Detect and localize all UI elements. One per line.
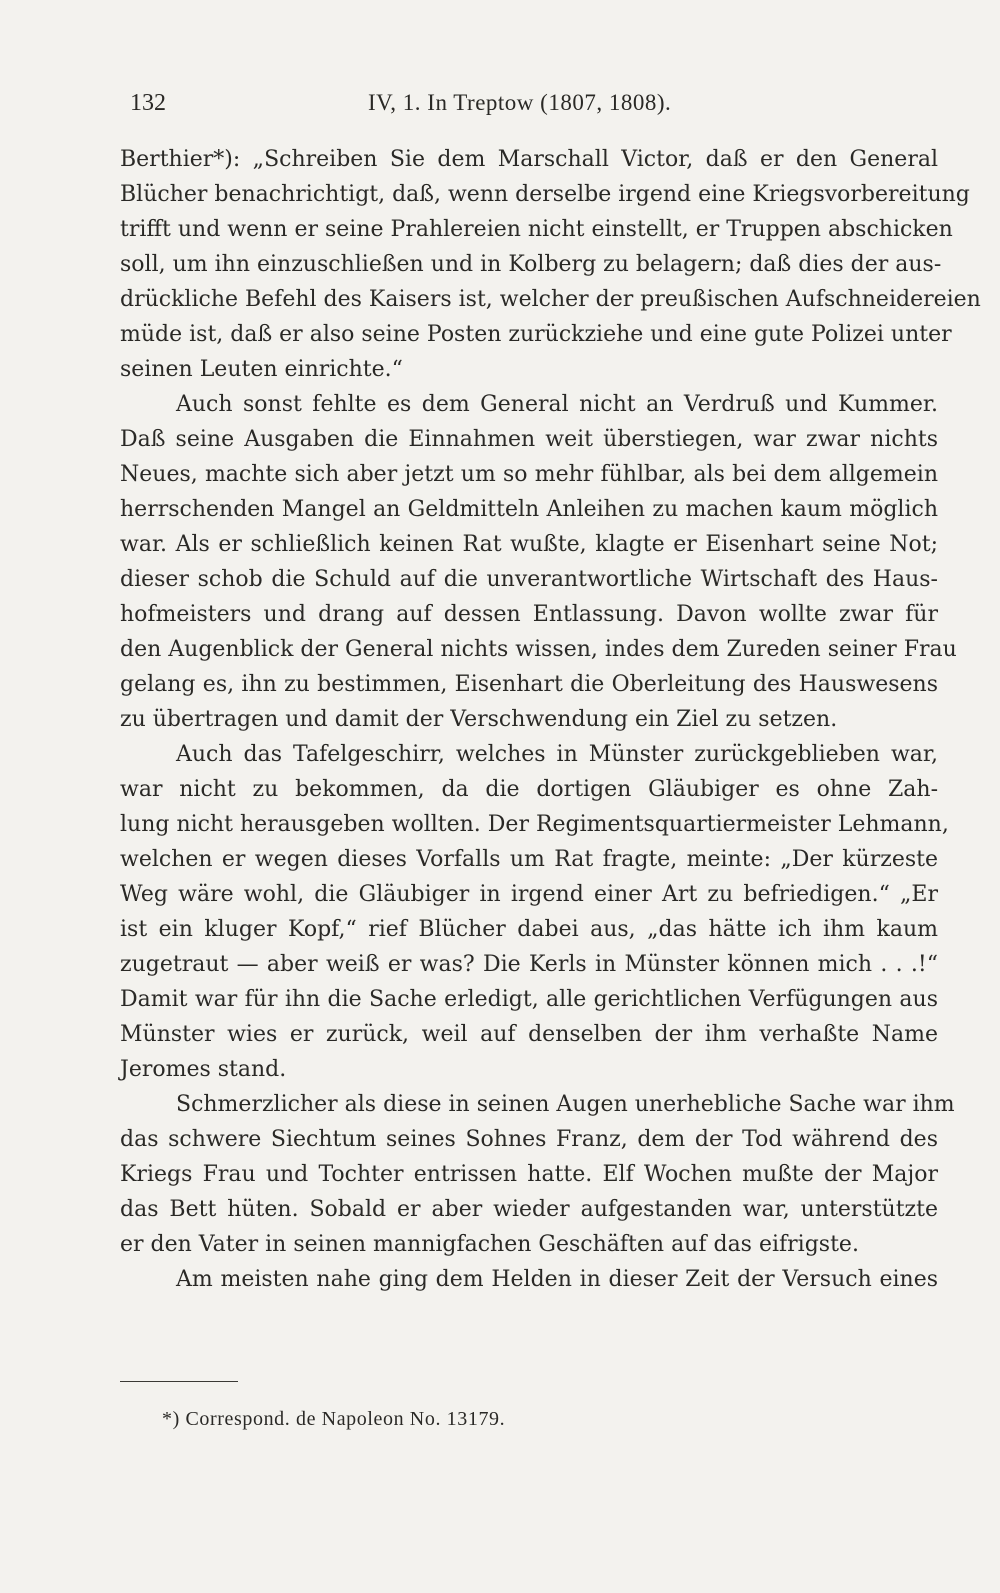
text-line: Münster wies er zurück, weil auf denselben der ihm verhaßte Name	[120, 1022, 938, 1047]
paragraph	[120, 737, 949, 1087]
text-line: Auch sonst fehlte es dem General nicht an Verdruß und Kummer.	[176, 392, 938, 417]
text-line: zu übertragen und damit der Verschwendung ein Ziel zu setzen.	[120, 707, 838, 732]
text-line: lung nicht herausgeben wollten. Der Regimentsquartiermeister Lehmann,	[120, 812, 949, 837]
text-line: Weg wäre wohl, die Gläubiger in irgend einer Art zu befriedigen.“ „Er	[120, 882, 938, 907]
paragraph	[120, 387, 957, 737]
text-line: Damit war für ihn die Sache erledigt, alle gerichtlichen Verfügungen aus	[120, 987, 938, 1012]
text-line: seinen Leuten einrichte.“	[120, 357, 403, 382]
text-line: Auch das Tafelgeschirr, welches in Münster zurückgeblieben war,	[176, 742, 938, 767]
footnote-rule	[120, 1381, 238, 1382]
text-line: müde ist, daß er also seine Posten zurückziehe und eine gute Polizei unter	[120, 322, 952, 347]
paragraph	[120, 142, 981, 387]
text-line: Am meisten nahe ging dem Helden in dieser Zeit der Versuch eines	[176, 1267, 938, 1292]
paragraph	[120, 1087, 955, 1262]
page-number: 132	[130, 90, 166, 116]
text-line: Neues, machte sich aber jetzt um so mehr fühlbar, als bei dem allgemein	[120, 462, 938, 487]
text-line: war nicht zu bekommen, da die dortigen Gläubiger es ohne Zah-	[120, 777, 938, 802]
text-line: hofmeisters und drang auf dessen Entlassung. Davon wollte zwar für	[120, 602, 938, 627]
text-line: Schmerzlicher als diese in seinen Augen unerhebliche Sache war ihm	[176, 1092, 955, 1117]
text-line: das schwere Siechtum seines Sohnes Franz, dem der Tod während des	[120, 1127, 938, 1152]
text-line: welchen er wegen dieses Vorfalls um Rat fragte, meinte: „Der kürzeste	[120, 847, 938, 872]
text-line: Jeromes stand.	[120, 1057, 287, 1082]
text-line: gelang es, ihn zu bestimmen, Eisenhart die Oberleitung des Hauswesens	[120, 672, 938, 697]
text-line: trifft und wenn er seine Prahlereien nicht einstellt, er Truppen abschicken	[120, 217, 953, 242]
text-line: Daß seine Ausgaben die Einnahmen weit überstiegen, war zwar nichts	[120, 427, 938, 452]
text-line: Kriegs Frau und Tochter entrissen hatte. Elf Wochen mußte der Major	[120, 1162, 938, 1187]
text-line: ist ein kluger Kopf,“ rief Blücher dabei aus, „das hätte ich ihm kaum	[120, 917, 938, 942]
paragraph	[120, 1262, 938, 1297]
body-text	[120, 142, 981, 1297]
page-header	[128, 88, 948, 124]
text-line: war. Als er schließlich keinen Rat wußte, klagte er Eisenhart seine Not;	[120, 532, 938, 557]
text-line: drückliche Befehl des Kaisers ist, welcher der preußischen Aufschneidereien	[120, 287, 981, 312]
text-line: dieser schob die Schuld auf die unverantwortliche Wirtschaft des Haus-	[120, 567, 938, 592]
text-line: Berthier*): „Schreiben Sie dem Marschall Victor, daß er den General	[120, 147, 938, 172]
text-line: herrschenden Mangel an Geldmitteln Anleihen zu machen kaum möglich	[120, 497, 938, 522]
footnote: *) Correspond. de Napoleon No. 13179.	[162, 1408, 506, 1430]
text-line: den Augenblick der General nichts wissen, indes dem Zureden seiner Frau	[120, 637, 957, 662]
text-line: das Bett hüten. Sobald er aber wieder aufgestanden war, unterstützte	[120, 1197, 938, 1222]
running-head: IV, 1. In Treptow (1807, 1808).	[368, 90, 672, 115]
text-line: zugetraut — aber weiß er was? Die Kerls in Münster können mich . . .!“	[120, 952, 938, 977]
text-line: Blücher benachrichtigt, daß, wenn derselbe irgend eine Kriegsvorbereitung	[120, 182, 970, 207]
text-line: soll, um ihn einzuschließen und in Kolberg zu belagern; daß dies der aus-	[120, 252, 942, 277]
text-line: er den Vater in seinen mannigfachen Geschäften auf das eifrigste.	[120, 1232, 859, 1257]
